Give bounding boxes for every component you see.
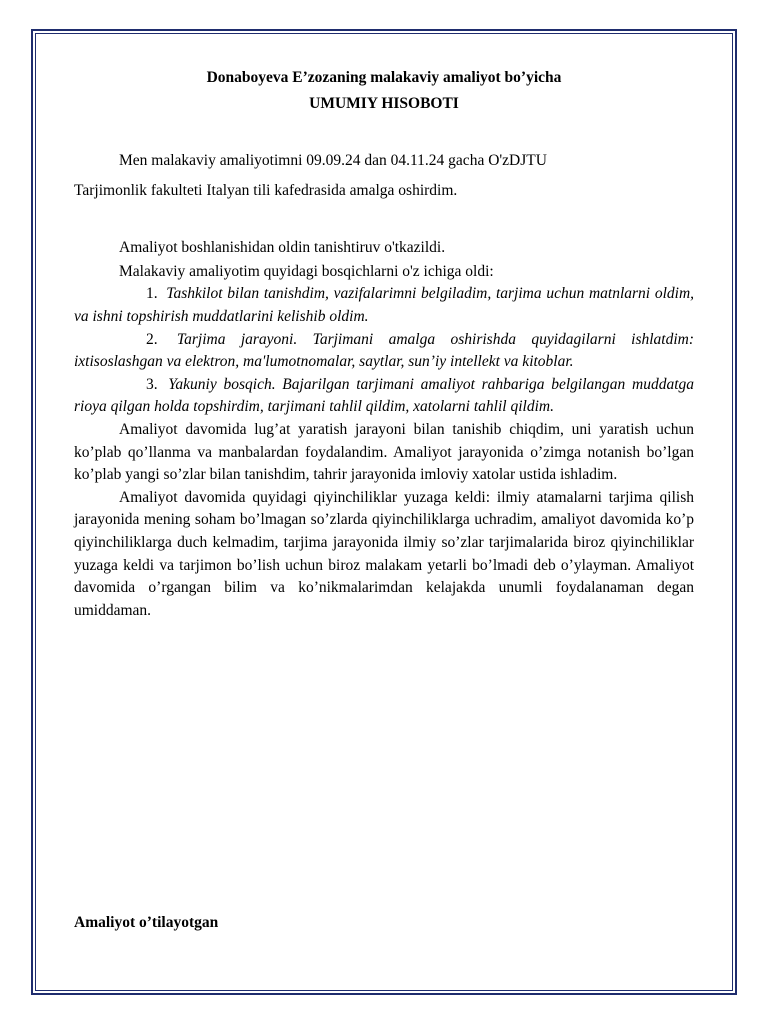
- list-item-1-number: 1.: [146, 285, 162, 303]
- list-item-1-text: Tashkilot bilan tanishdim, vazifalarimni belgiladim, tarjima uchun matnlarni oldim, va ishni topshirish muddatlarini kelishib oldim.: [74, 285, 695, 325]
- document-title-line-2: UMUMIY HISOBOTI: [309, 94, 459, 112]
- paragraph-dictionary: Amaliyot davomida lug’at yaratish jarayoni bilan tanishib chiqdim, uni yaratish uchun ko’plab qo’llanma va manbalardan foydalandim. Amaliyot jarayonida o’zimga notanish bo’lgan ko’plab yangi so’zlar bilan tanishdim, tahrir jarayonida imloviy xatolar ustida ishladim.: [74, 420, 694, 484]
- intro-line-2: Tarjimonlik fakulteti Italyan tili kafedrasida amalga oshirdim.: [74, 182, 458, 200]
- list-item-2-text: Tarjima jarayoni. Tarjimani amalga oshirishda quyidagilarni ishlatdim: ixtisoslashgan va elektron, ma'lumotnomalar, saytlar, sun’iy intellekt va kitoblar.: [74, 330, 694, 371]
- document-page: [74, 67, 694, 622]
- list-item-2: [74, 329, 694, 374]
- list-item-2-number: 2.: [146, 330, 162, 348]
- document-title-line-1: Donaboyeva E’zozaning malakaviy amaliyot bo’yicha: [206, 69, 562, 86]
- intro-line-1: Men malakaviy amaliyotimni 09.09.24 dan 04.11.24 gacha O'zDJTU: [119, 152, 547, 170]
- paragraph-difficulties: Amaliyot davomida quyidagi qiyinchiliklar yuzaga keldi: ilmiy atamalarni tarjima qilish jarayonida mening soham bo’lmagan so’zlarda qiyinchiliklarga uchradim, amaliyot davomida ko’p qiyinchiliklarga duch kelmadim, tarjima jarayonida ilmiy so’zlar tarjimalarida biroz qiyinchiliklar yuzaga keldi va tarjimon bo’lish uchun biroz malakam yetarli bo’lmadi deb o’ylayman. Amaliyot davomida o’rgangan bilim va ko’nikmalarimdan kelajakda unumli foydalanaman degan umiddaman.: [74, 488, 694, 619]
- signature-label: Amaliyot o’tilayotgan: [74, 914, 219, 931]
- list-item-3-number: 3.: [146, 375, 162, 393]
- intro-paragraph: [74, 146, 694, 206]
- list-item-3: [74, 374, 694, 419]
- paragraph-orientation: Amaliyot boshlanishidan oldin tanishtiruv o'tkazildi.: [119, 239, 446, 257]
- paragraph-stages-intro: Malakaviy amaliyotim quyidagi bosqichlarni o'z ichiga oldi:: [119, 262, 494, 280]
- list-item-1: [74, 283, 694, 328]
- list-item-3-text: Yakuniy bosqich. Bajarilgan tarjimani amaliyot rahbariga belgilangan muddatga rioya qilgan holda topshirdim, tarjimani tahlil qildim, xatolarni tahlil qildim.: [74, 375, 694, 416]
